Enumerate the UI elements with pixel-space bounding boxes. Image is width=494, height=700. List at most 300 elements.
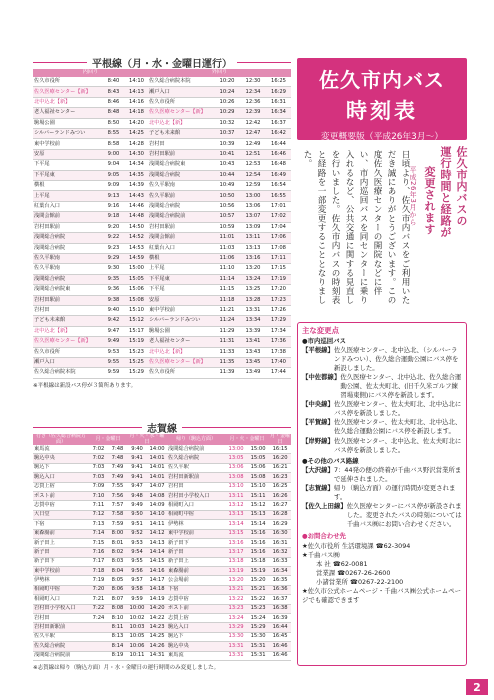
time-cell: 11:18 xyxy=(214,295,240,305)
table-row xyxy=(33,357,291,367)
time-cell: 14:18 xyxy=(125,108,148,118)
page-number: 2 xyxy=(466,679,488,695)
time-cell: 16:30 xyxy=(269,529,291,538)
table-row xyxy=(33,510,291,519)
table-row xyxy=(33,463,291,472)
time-cell: 8:10 xyxy=(108,614,127,623)
time-cell: 9:47 xyxy=(102,326,125,336)
time-cell: 16:31 xyxy=(269,538,291,547)
time-cell: 14:13 xyxy=(125,87,148,97)
stop-name-cell: 佐久医療センター【新】 xyxy=(148,357,214,367)
change-item xyxy=(302,466,462,484)
stop-name-cell: 岩村田新駅前 xyxy=(33,623,89,632)
time-cell: 11:21 xyxy=(214,305,240,315)
heiboku-col-in: 外回り xyxy=(148,69,291,77)
time-cell: 14:20 xyxy=(125,118,148,128)
time-cell: 14:01 xyxy=(147,473,167,482)
contact-line6: ★佐久市公式ホームページ・千曲バス㈱公式ホームページでも確認できます xyxy=(302,587,461,605)
time-cell: 14:01 xyxy=(147,454,167,463)
time-cell: 11:35 xyxy=(214,357,240,367)
time-cell: 16:33 xyxy=(269,557,291,566)
stop-name-cell: 志賀中宿 xyxy=(33,501,89,510)
table-row xyxy=(33,253,291,263)
time-cell xyxy=(89,651,108,660)
time-cell: 14:16 xyxy=(147,567,167,576)
time-cell: 7:24 xyxy=(89,614,108,623)
time-cell: 10:59 xyxy=(214,222,240,232)
stop-name-cell: 老人福祉センター xyxy=(33,108,102,118)
shiga-table xyxy=(33,434,291,661)
stop-name-cell: 駒場公園 xyxy=(33,118,102,128)
time-cell: 14:14 xyxy=(147,548,167,557)
time-cell: 10:26 xyxy=(214,97,240,107)
time-cell: 14:11 xyxy=(147,520,167,529)
time-cell: 9:29 xyxy=(102,253,125,263)
time-cell: 7:10 xyxy=(89,491,108,500)
table-row xyxy=(33,274,291,284)
time-cell: 14:31 xyxy=(147,651,167,660)
time-cell: 16:15 xyxy=(269,445,291,454)
stop-name-cell: 安原 xyxy=(148,295,214,305)
stop-name-cell: 下平尾東 xyxy=(33,170,102,180)
change-item-text: 佐久医療センター、北中込北、佐太夫町北にバス停を新設しました。 xyxy=(333,436,462,454)
time-cell: 7:56 xyxy=(108,491,127,500)
time-cell: 17:26 xyxy=(266,305,291,315)
time-cell: 9:42 xyxy=(102,316,125,326)
title-sub: 変更概要版（平成26年3月〜） xyxy=(320,132,444,142)
change-item xyxy=(302,418,462,436)
time-cell xyxy=(89,632,108,641)
time-cell: 14:39 xyxy=(125,181,148,191)
time-cell: 14:50 xyxy=(125,222,148,232)
time-cell: 15:23 xyxy=(247,604,269,613)
time-cell: 17:04 xyxy=(266,222,291,232)
stop-name-cell: 下宿 xyxy=(167,585,225,594)
stop-name-cell: 新子田下 xyxy=(33,557,89,566)
change-item-text: 帰り（駒込方面）の運行時間が変更されます。 xyxy=(333,484,456,502)
stop-name-cell: 浅間総合病院前 xyxy=(33,651,89,660)
stop-name-cell: 浅間総合病院 xyxy=(33,243,102,253)
table-row xyxy=(33,285,291,295)
time-cell xyxy=(89,642,108,651)
change-item xyxy=(302,502,462,529)
time-cell: 9:18 xyxy=(102,212,125,222)
time-cell: 10:41 xyxy=(214,149,240,159)
time-cell: 11:29 xyxy=(214,326,240,336)
route-heading: ●市内巡回バス xyxy=(302,336,346,345)
change-item-label: 【志賀線】 xyxy=(302,484,334,493)
time-cell: 14:46 xyxy=(125,201,148,211)
stop-name-cell: 東馬流 xyxy=(33,445,89,454)
time-cell: 12:39 xyxy=(240,108,266,118)
change-item-label: 【平賀線】 xyxy=(302,418,334,427)
time-cell: 14:23 xyxy=(147,623,167,632)
time-cell: 9:41 xyxy=(127,463,147,472)
time-cell: 9:54 xyxy=(127,548,147,557)
time-cell: 9:49 xyxy=(127,501,147,510)
table-row xyxy=(33,160,291,170)
table-row xyxy=(33,149,291,159)
time-cell: 13:11 xyxy=(240,233,266,243)
stop-name-cell: 佐久平駅南 xyxy=(33,264,102,274)
stop-name-cell: 東森腸前 xyxy=(167,567,225,576)
stop-name-cell: 新子田上 xyxy=(33,538,89,547)
intro-column xyxy=(300,150,412,310)
time-cell: 16:46 xyxy=(269,651,291,660)
table-row xyxy=(33,632,291,641)
stop-name-cell: 相岡町中宿 xyxy=(167,510,225,519)
stop-name-cell: 佐久平駅前 xyxy=(148,191,214,201)
stop-name-cell: ポスト前 xyxy=(167,604,225,613)
change-item xyxy=(302,373,462,400)
time-cell: 9:53 xyxy=(102,347,125,357)
heiboku-title: 平根線（月・水・金曜日運行） xyxy=(92,58,232,70)
time-cell: 12:51 xyxy=(240,149,266,159)
table-row xyxy=(33,97,291,107)
table-row xyxy=(33,491,291,500)
time-cell: 17:34 xyxy=(266,326,291,336)
stop-name-cell: 東中学校前 xyxy=(148,305,214,315)
stop-name-cell: 駒場公園 xyxy=(148,326,214,336)
time-cell: 13:24 xyxy=(225,614,247,623)
heiboku-title-bar xyxy=(33,55,291,69)
time-cell: 17:23 xyxy=(266,295,291,305)
stop-name-cell: 佐久総合病院 xyxy=(167,454,225,463)
time-cell: 16:21 xyxy=(269,463,291,472)
stop-name-cell: 北中込北【新】 xyxy=(148,118,214,128)
stop-name-cell: 岩村田 xyxy=(33,614,89,623)
time-cell: 17:36 xyxy=(266,337,291,347)
time-cell: 13:10 xyxy=(225,482,247,491)
time-cell: 16:25 xyxy=(269,482,291,491)
time-cell: 16:34 xyxy=(269,567,291,576)
time-cell: 15:13 xyxy=(247,510,269,519)
time-cell: 14:10 xyxy=(147,510,167,519)
time-cell: 14:07 xyxy=(147,482,167,491)
headline-line1: 佐久市内バスの xyxy=(455,146,468,227)
title-rule-left xyxy=(33,62,87,63)
stop-name-cell: 紅葉台入口 xyxy=(148,243,214,253)
time-cell: 17:02 xyxy=(266,212,291,222)
table-row xyxy=(33,305,291,315)
title-box xyxy=(297,58,467,140)
time-cell: 13:31 xyxy=(240,305,266,315)
time-cell: 16:55 xyxy=(266,191,291,201)
time-cell: 16:35 xyxy=(269,576,291,585)
time-cell: 9:09 xyxy=(102,181,125,191)
stop-name-cell: 佐久平駅 xyxy=(33,632,89,641)
time-cell: 8:07 xyxy=(108,595,127,604)
time-cell: 10:05 xyxy=(127,632,147,641)
stop-name-cell: 岩村田駅前 xyxy=(33,295,102,305)
time-cell: 10:37 xyxy=(214,129,240,139)
table-row xyxy=(33,233,291,243)
stop-name-cell: 新子田 xyxy=(167,548,225,557)
stop-name-cell: 岩村田 xyxy=(148,139,214,149)
time-cell: 8:14 xyxy=(108,642,127,651)
time-cell: 9:35 xyxy=(102,274,125,284)
shiga-title-bar xyxy=(33,420,291,434)
time-cell: 13:12 xyxy=(225,501,247,510)
stop-name-cell: 新子田上 xyxy=(167,557,225,566)
time-cell: 8:58 xyxy=(102,139,125,149)
changes-box xyxy=(297,322,467,666)
time-cell: 7:13 xyxy=(89,520,108,529)
title-rule-right xyxy=(237,62,291,63)
time-cell: 15:06 xyxy=(125,285,148,295)
time-cell: 7:48 xyxy=(108,445,127,454)
time-cell: 15:20 xyxy=(247,576,269,585)
time-cell: 11:39 xyxy=(214,368,240,378)
time-cell: 8:13 xyxy=(108,632,127,641)
time-cell: 16:46 xyxy=(266,149,291,159)
time-cell: 7:48 xyxy=(108,454,127,463)
heiboku-table xyxy=(33,69,291,379)
shiga-panel xyxy=(33,420,291,671)
time-cell: 13:13 xyxy=(225,510,247,519)
time-cell: 13:17 xyxy=(225,548,247,557)
stop-name-cell: 下宿 xyxy=(33,520,89,529)
contact-line4: 営業課 ☎0267-26-2600 xyxy=(316,568,391,577)
time-cell: 14:09 xyxy=(147,501,167,510)
time-cell: 13:05 xyxy=(225,454,247,463)
stop-name-cell: 老人福祉センター xyxy=(148,337,214,347)
shiga-col-b: 月・火・水・曜日 xyxy=(127,434,167,445)
time-cell: 16:34 xyxy=(266,108,291,118)
time-cell: 9:23 xyxy=(102,243,125,253)
time-cell: 15:22 xyxy=(247,595,269,604)
intro-paragraph: 日頃より、佐久市内バスをご利用いただき誠にありがとうございます。この度佐久医療センターの開院などに伴い、市内巡回バスを同センターに乗り入れるなど、公共交通に関する見直しを行いました。佐久市内バスの時刻表と経路を一部変更することとなりました。 xyxy=(302,150,410,305)
time-cell: 15:11 xyxy=(247,491,269,500)
table-row xyxy=(33,454,291,463)
change-item-label: 【中佐都線】 xyxy=(302,372,341,381)
stop-name-cell: 駒込入口 xyxy=(33,473,89,482)
time-cell: 16:37 xyxy=(269,595,291,604)
time-cell: 7:20 xyxy=(89,585,108,594)
time-cell: 13:20 xyxy=(225,576,247,585)
change-item xyxy=(302,346,462,373)
time-cell: 13:22 xyxy=(225,595,247,604)
time-cell: 7:22 xyxy=(89,604,108,613)
time-cell: 16:32 xyxy=(269,548,291,557)
time-cell: 14:08 xyxy=(147,491,167,500)
stop-name-cell: 横根 xyxy=(33,181,102,191)
time-cell: 8:11 xyxy=(108,623,127,632)
time-cell: 7:49 xyxy=(108,473,127,482)
time-cell: 11:01 xyxy=(214,233,240,243)
time-cell: 15:10 xyxy=(125,305,148,315)
time-cell: 17:38 xyxy=(266,347,291,357)
stop-name-cell: 駒込入口 xyxy=(167,623,225,632)
headline-line3: 変更されます xyxy=(423,166,436,235)
time-cell: 9:41 xyxy=(127,454,147,463)
time-cell: 16:38 xyxy=(269,604,291,613)
stop-name-cell: 東森腸前 xyxy=(33,529,89,538)
time-cell: 15:30 xyxy=(247,632,269,641)
time-cell: 13:24 xyxy=(240,274,266,284)
time-cell: 10:03 xyxy=(127,623,147,632)
change-item xyxy=(302,484,462,502)
stop-name-cell: 浅間総合病院 xyxy=(33,274,102,284)
change-item-label: 【平根線】 xyxy=(302,345,334,354)
stop-name-cell: 伊勢林 xyxy=(167,520,225,529)
time-cell: 15:25 xyxy=(125,357,148,367)
contact-line2: ★千曲バス㈱ xyxy=(302,550,340,559)
stop-name-cell: 佐久市役所 xyxy=(148,97,214,107)
time-cell: 8:40 xyxy=(102,77,125,87)
time-cell: 14:12 xyxy=(147,529,167,538)
headline-column xyxy=(409,146,468,316)
time-cell: 15:12 xyxy=(125,316,148,326)
time-cell: 15:14 xyxy=(247,520,269,529)
time-cell: 9:13 xyxy=(102,191,125,201)
time-cell: 9:58 xyxy=(127,585,147,594)
time-cell: 16:29 xyxy=(266,87,291,97)
time-cell: 9:55 xyxy=(102,357,125,367)
time-cell: 14:35 xyxy=(125,170,148,180)
stop-name-cell: 岩村田小学校入口 xyxy=(167,491,225,500)
time-cell: 17:40 xyxy=(266,357,291,367)
time-cell: 15:21 xyxy=(247,585,269,594)
stop-name-cell: 志賀上宿 xyxy=(33,482,89,491)
stop-name-cell: 浅間会館前 xyxy=(33,212,102,222)
time-cell: 9:50 xyxy=(127,510,147,519)
table-row xyxy=(33,651,291,660)
time-cell: 13:06 xyxy=(240,201,266,211)
time-cell: 7:14 xyxy=(89,529,108,538)
stop-name-cell: 岩村田駅前 xyxy=(148,149,214,159)
time-cell: 15:06 xyxy=(247,463,269,472)
change-item-label: 【大沢線】 xyxy=(302,465,334,474)
time-cell: 14:52 xyxy=(125,233,148,243)
change-item-label: 【佐久上田線】 xyxy=(302,502,347,511)
time-cell: 16:31 xyxy=(266,97,291,107)
time-cell: 13:09 xyxy=(240,222,266,232)
stop-name-cell: 佐久平駅 xyxy=(167,463,225,472)
time-cell: 10:49 xyxy=(214,181,240,191)
time-cell: 12:47 xyxy=(240,129,266,139)
time-cell: 9:00 xyxy=(102,149,125,159)
time-cell: 10:02 xyxy=(127,614,147,623)
stop-name-cell: 駒込下 xyxy=(167,632,225,641)
time-cell: 10:39 xyxy=(214,139,240,149)
time-cell: 14:16 xyxy=(125,97,148,107)
time-cell: 14:59 xyxy=(125,253,148,263)
time-cell: 14:43 xyxy=(125,191,148,201)
stop-name-cell: 佐久平駅南 xyxy=(33,253,102,263)
title-rule-left xyxy=(33,427,142,428)
stop-name-cell: 駒込中央 xyxy=(167,642,225,651)
stop-name-cell: 浅間総合病院東 xyxy=(148,160,214,170)
time-cell: 7:16 xyxy=(89,548,108,557)
stop-name-cell: 新子田 xyxy=(33,548,89,557)
time-cell: 8:04 xyxy=(108,567,127,576)
time-cell: 12:59 xyxy=(240,181,266,191)
time-cell: 12:36 xyxy=(240,97,266,107)
stop-name-cell: 佐久市役所 xyxy=(33,77,102,87)
time-cell: 16:26 xyxy=(269,491,291,500)
time-cell: 10:20 xyxy=(214,77,240,87)
stop-name-cell: 上平尾 xyxy=(148,264,214,274)
time-cell: 17:08 xyxy=(266,243,291,253)
time-cell: 9:48 xyxy=(127,491,147,500)
time-cell: 8:48 xyxy=(102,108,125,118)
time-cell: 8:08 xyxy=(108,604,127,613)
stop-name-cell: 東中学校前 xyxy=(33,567,89,576)
table-row xyxy=(33,347,291,357)
stop-name-cell: 下平尾東 xyxy=(148,274,214,284)
time-cell: 9:30 xyxy=(102,264,125,274)
time-cell: 14:13 xyxy=(147,538,167,547)
time-cell: 9:47 xyxy=(127,482,147,491)
time-cell: 9:05 xyxy=(102,170,125,180)
time-cell: 14:10 xyxy=(125,77,148,87)
time-cell: 14:18 xyxy=(147,585,167,594)
table-row xyxy=(33,191,291,201)
changes-heading: 主な変更点 xyxy=(302,326,339,335)
stop-name-cell: 佐久市役所 xyxy=(33,347,102,357)
time-cell: 7:03 xyxy=(89,463,108,472)
time-cell: 14:19 xyxy=(147,595,167,604)
time-cell: 15:24 xyxy=(247,614,269,623)
time-cell: 9:41 xyxy=(127,473,147,482)
time-cell: 13:45 xyxy=(240,357,266,367)
time-cell: 16:46 xyxy=(269,642,291,651)
time-cell: 11:15 xyxy=(214,285,240,295)
time-cell: 15:29 xyxy=(125,368,148,378)
time-cell: 8:46 xyxy=(102,97,125,107)
time-cell: 7:49 xyxy=(108,463,127,472)
stop-name-cell: 岩村田小学校入口 xyxy=(33,604,89,613)
time-cell: 15:19 xyxy=(247,567,269,576)
stop-name-cell: 佐久医療センター【新】 xyxy=(148,108,214,118)
heiboku-header-row xyxy=(33,69,291,77)
table-row xyxy=(33,264,291,274)
time-cell: 15:16 xyxy=(247,548,269,557)
table-row xyxy=(33,557,291,566)
table-row xyxy=(33,243,291,253)
time-cell: 17:15 xyxy=(266,264,291,274)
table-row xyxy=(33,623,291,632)
time-cell: 13:00 xyxy=(240,191,266,201)
time-cell: 8:50 xyxy=(102,118,125,128)
time-cell: 13:41 xyxy=(240,337,266,347)
time-cell: 9:51 xyxy=(127,520,147,529)
table-row xyxy=(33,337,291,347)
time-cell: 14:17 xyxy=(147,576,167,585)
time-cell: 8:02 xyxy=(108,548,127,557)
contact-heading: ●お問合わせ先 xyxy=(302,532,346,541)
stop-name-cell: 岩村田駅前 xyxy=(148,222,214,232)
time-cell: 9:04 xyxy=(102,160,125,170)
time-cell: 16:27 xyxy=(269,501,291,510)
time-cell: 9:49 xyxy=(102,337,125,347)
time-cell: 17:29 xyxy=(266,316,291,326)
table-row xyxy=(33,201,291,211)
table-row xyxy=(33,295,291,305)
table-row xyxy=(33,642,291,651)
time-cell: 8:00 xyxy=(108,529,127,538)
time-cell: 15:23 xyxy=(125,347,148,357)
stop-name-cell: 浅間総合病院前 xyxy=(148,212,214,222)
time-cell: 13:07 xyxy=(240,212,266,222)
shiga-col-e: 月・金曜日 xyxy=(270,434,291,445)
time-cell: 14:30 xyxy=(125,149,148,159)
table-row xyxy=(33,212,291,222)
time-cell xyxy=(89,623,108,632)
stop-name-cell: 佐久総合病院本院 xyxy=(33,368,102,378)
time-cell: 12:34 xyxy=(240,87,266,97)
